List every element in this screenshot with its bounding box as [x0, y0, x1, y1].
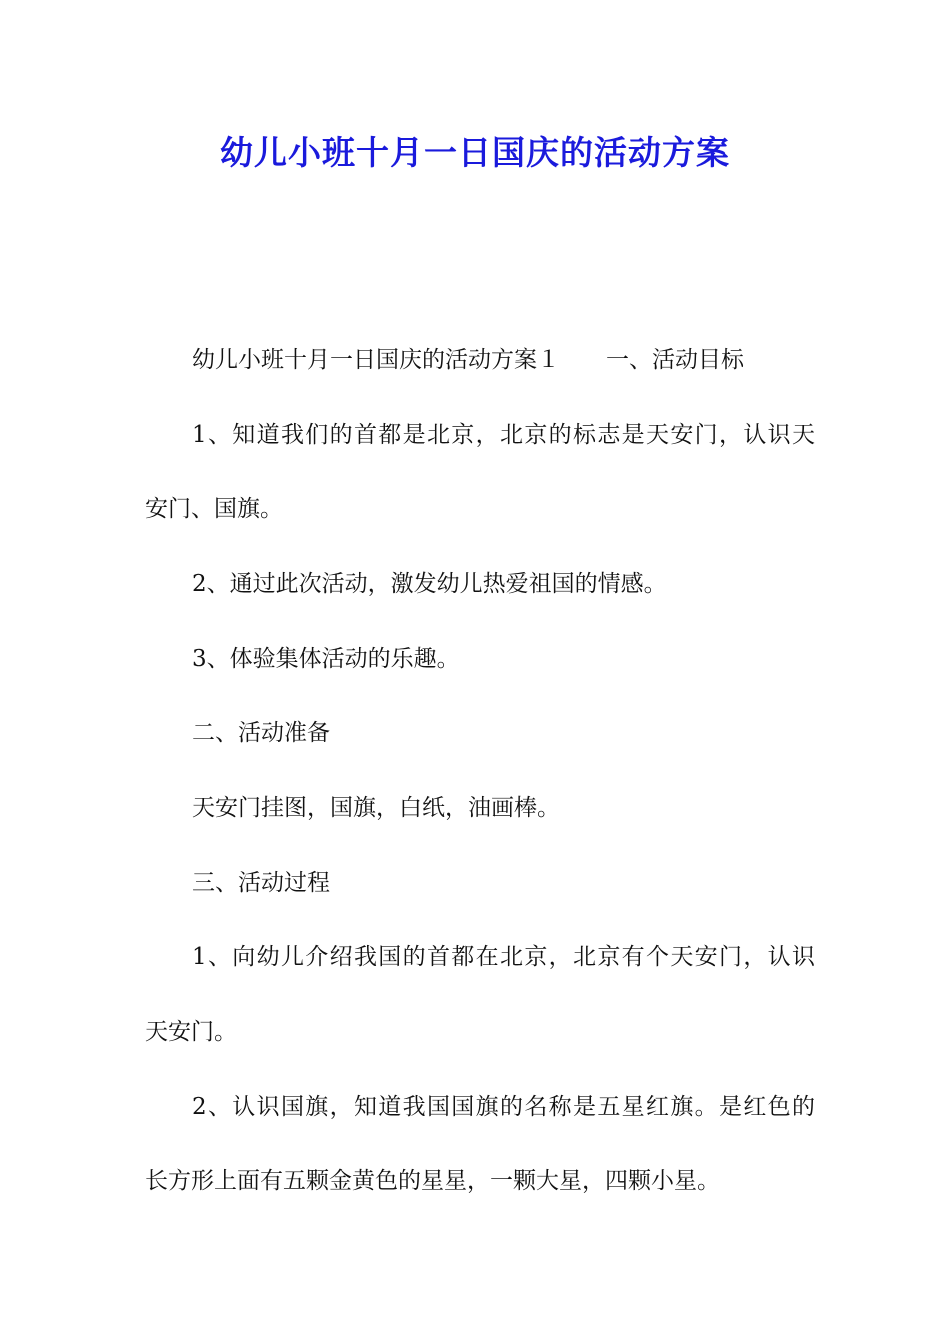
paragraph-line: 2、认识国旗，知道我国国旗的名称是五星红旗。是红色的	[192, 1094, 815, 1120]
section-heading-process: 三、活动过程	[192, 870, 330, 896]
paragraph-line: 天安门挂图，国旗，白纸，油画棒。	[192, 795, 560, 821]
paragraph-line: 3、体验集体活动的乐趣。	[192, 646, 460, 672]
paragraph-line: 天安门。	[145, 1019, 237, 1045]
paragraph-line	[192, 343, 815, 377]
document-title: 幼儿小班十月一日国庆的活动方案	[220, 133, 730, 172]
plan-heading: 幼儿小班十月一日国庆的活动方案１	[192, 347, 560, 373]
paragraph-line: 长方形上面有五颗金黄色的星星，一颗大星，四颗小星。	[145, 1168, 720, 1194]
paragraph-line: 安门、国旗。	[145, 496, 283, 522]
section-heading-preparation: 二、活动准备	[192, 720, 330, 746]
paragraph-line: 2、通过此次活动，激发幼儿热爱祖国的情感。	[192, 571, 667, 597]
section-heading-goals: 一、活动目标	[606, 347, 744, 373]
paragraph-line: 1、知道我们的首都是北京，北京的标志是天安门，认识天	[192, 422, 815, 448]
paragraph-line: 1、向幼儿介绍我国的首都在北京，北京有个天安门，认识	[192, 944, 815, 970]
